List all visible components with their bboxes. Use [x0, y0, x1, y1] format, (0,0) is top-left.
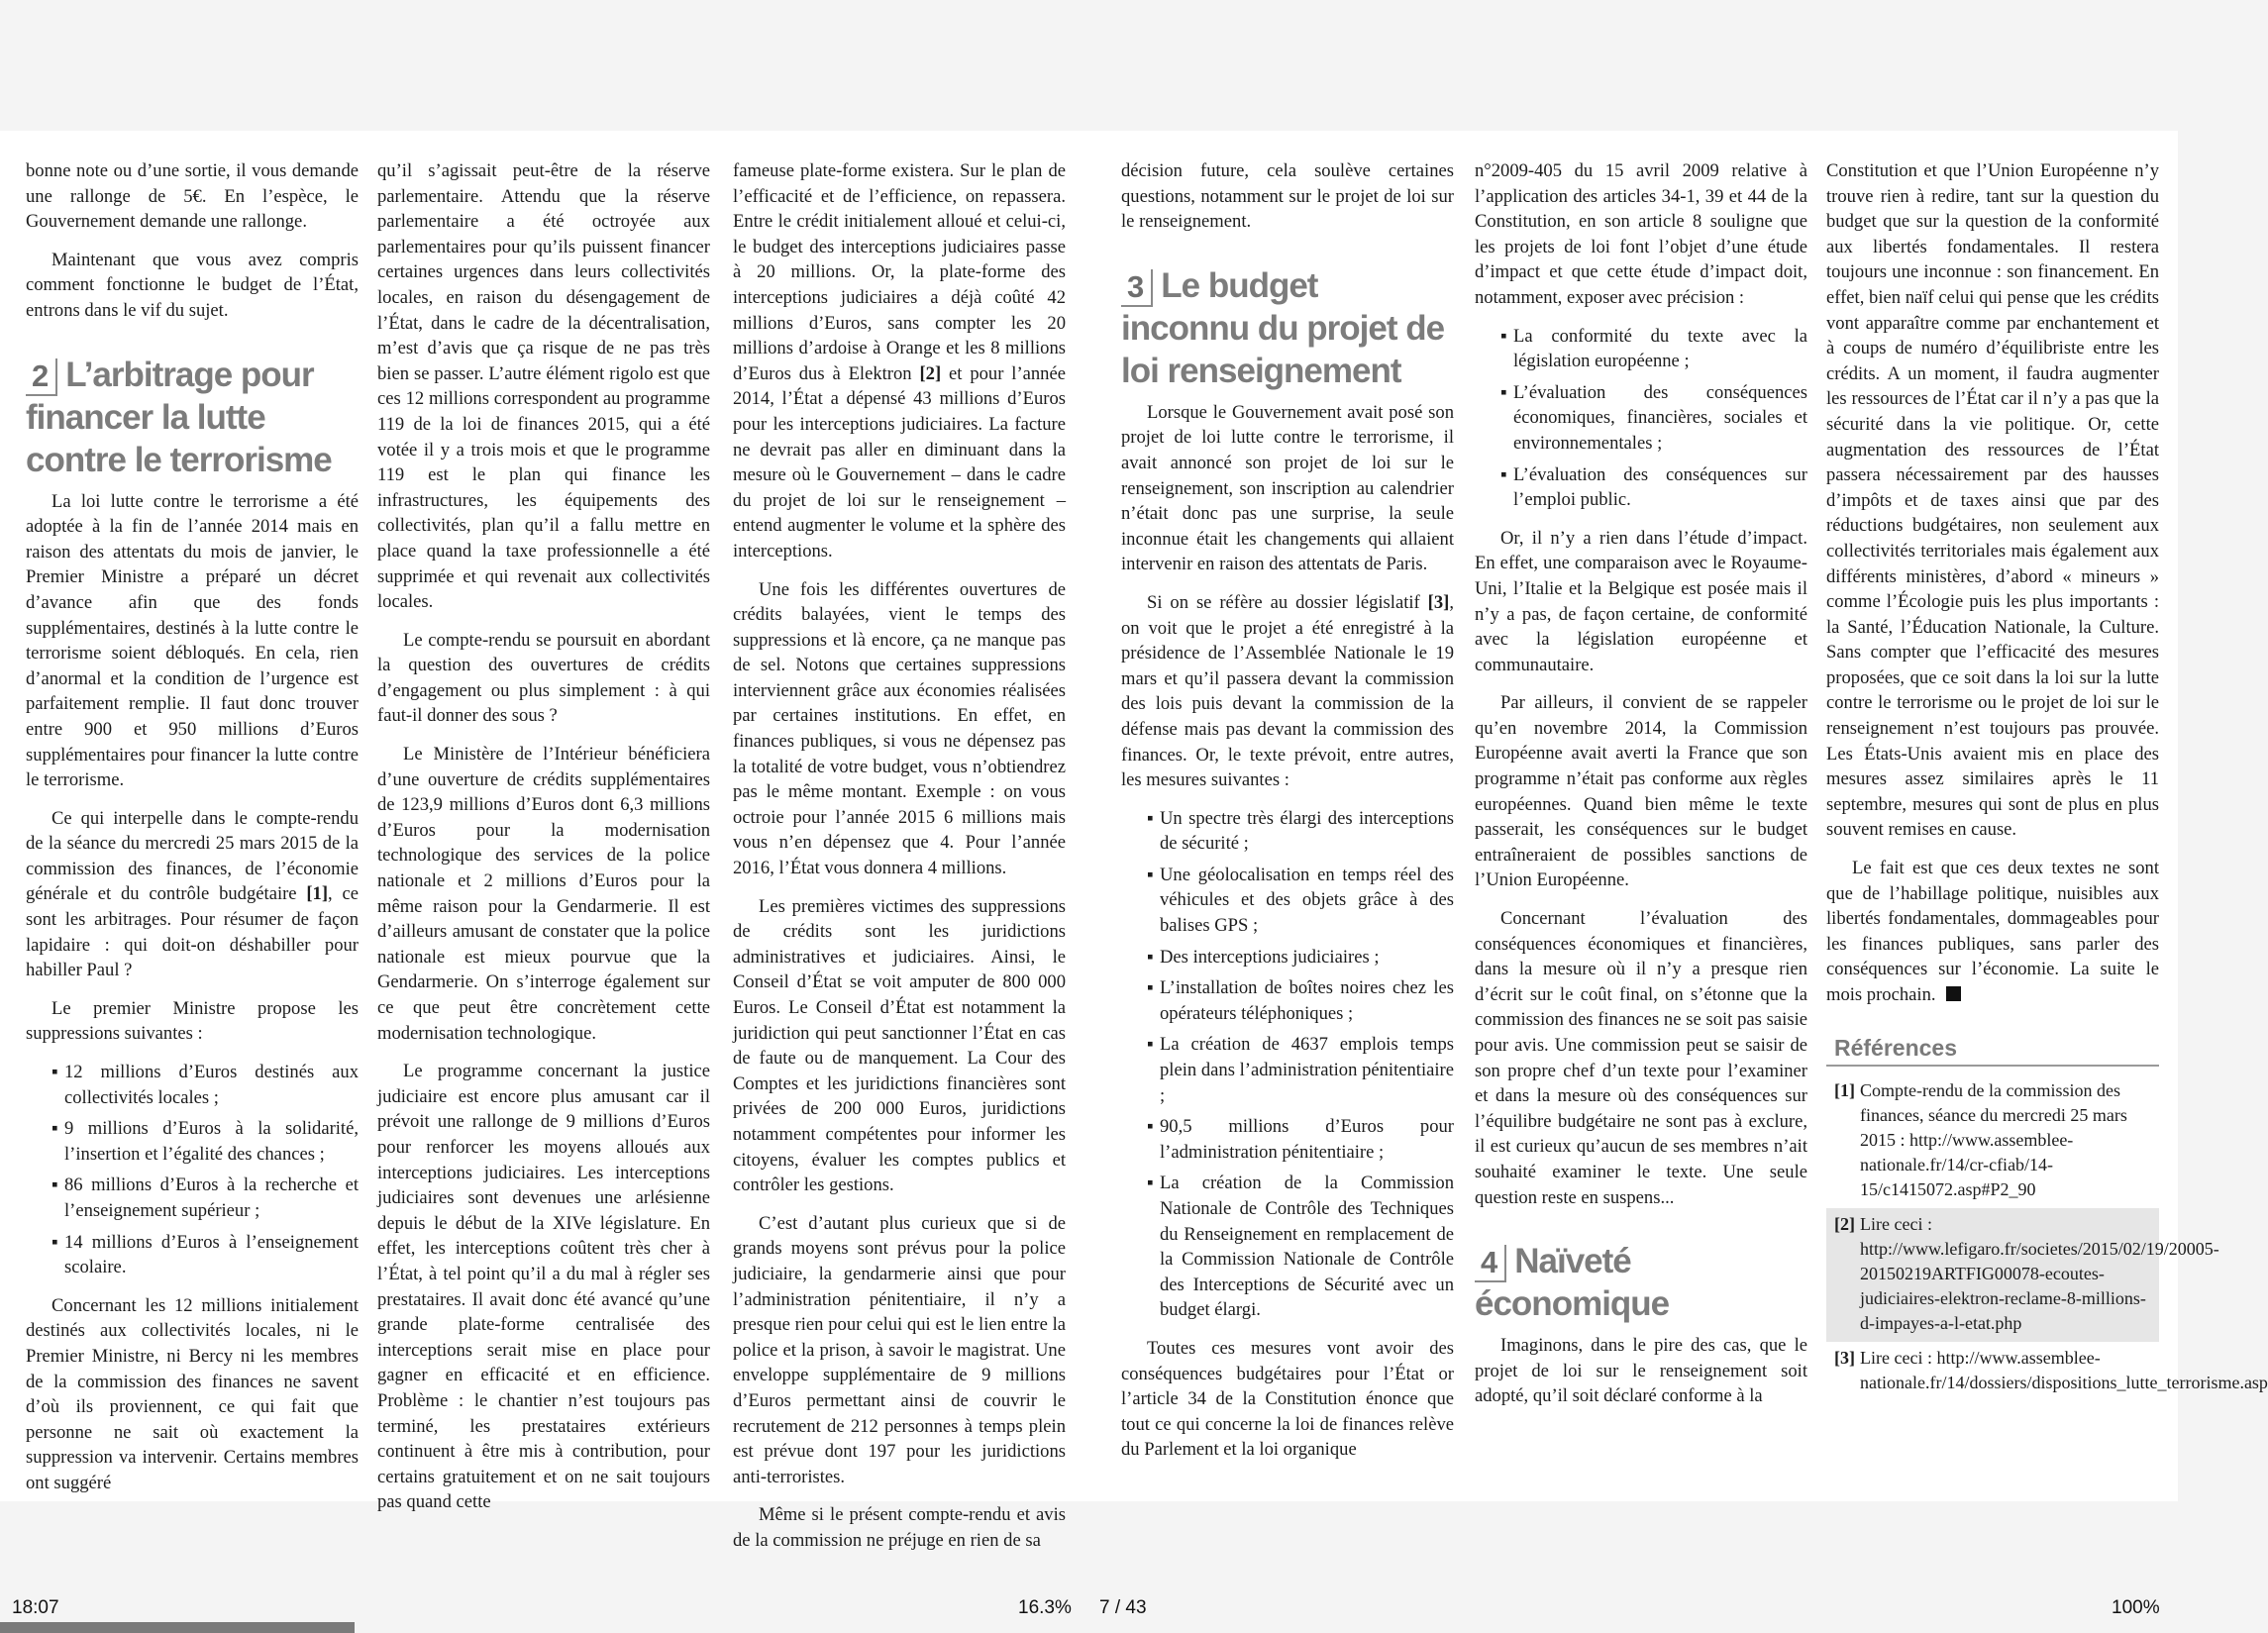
bullet-icon: ▪ [1500, 325, 1507, 347]
bullet-text: Un spectre très élargi des interceptions de sécurité ; [1160, 807, 1454, 855]
bullet-item [1147, 1032, 1454, 1108]
bullet-text: La conformité du texte avec la législation européenne ; [1513, 325, 1807, 372]
bullet-list [1121, 806, 1454, 1323]
references-list [1826, 1074, 2268, 1401]
section-title: Naïveté économique [1475, 1242, 1670, 1324]
reference-number: [2] [1834, 1214, 1855, 1235]
paragraph-text: Le fait est que ces deux textes ne sont que de l’habillage politique, nuisibles aux libertés fondamentales, dommageables pour les finances publiques, sans parler des conséquences sur l’économie. La suite le mois prochain. [1826, 858, 2159, 1005]
reading-progress-bar[interactable] [0, 1622, 2178, 1633]
bullet-item [1147, 975, 1454, 1026]
paragraph: Maintenant que vous avez compris comment fonctionne le budget de l’État, entrons dans le vif du sujet. [26, 249, 359, 321]
paragraph: bonne note ou d’une sortie, il vous demande une rallonge de 5€. En l’espèce, le Gouvernement demande une rallonge. [26, 160, 359, 233]
reference-item [1826, 1208, 2219, 1342]
clock: 18:07 [12, 1597, 59, 1618]
paragraph [26, 806, 359, 983]
paragraph-text: et pour l’année 2014, l’État a dépensé 43 millions d’Euros pour les interceptions judiciaires. La facture ne devrait pas aller en diminuant dans la mesure où le Gouvernement – dans le cadre du projet de loi sur le renseignement – entend augmenter le volume et la sphère des interceptions. [733, 362, 1066, 561]
section-title: Le budget inconnu du projet de loi renseignement [1121, 265, 1445, 390]
bullet-text: 86 millions d’Euros à la recherche et l’enseignement supérieur ; [64, 1174, 359, 1221]
reference-number: [3] [1834, 1348, 1855, 1369]
bullet-text: 14 millions d’Euros à l’enseignement scolaire. [64, 1231, 359, 1278]
paragraph: qu’il s’agissait peut-être de la réserve parlementaire. Attendu que la réserve parlementaire a été octroyée aux parlementaires pour qu’ils puissent financer certaines urgences dans leurs collectivités locales, en raison du désengagement de l’État, dans le cadre de la décentralisation, m’est d’avis que ça risque de ne pas très bien se passer. L’autre élément rigolo est que ces 12 millions correspondent au programme 119 de la loi de finances 2015, qui a été votée il y a trois mois et que le programme 119 est le plan qui finance les infrastructures, les équipements des collectivités, plan qu’il a fallu mettre en place quand la taxe professionnelle a été supprimée et qui revenait aux collectivités locales. [377, 160, 710, 613]
paragraph-text: Si on se réfère au dossier législatif [1147, 591, 1428, 613]
reading-progress-percent: 16.3% [1018, 1597, 1072, 1618]
paragraph: Or, il n’y a rien dans l’étude d’impact. En effet, une comparaison avec le Royaume-Uni, l’Italie et la Belgique est posée mais il n’y a pas, de façon certaine, de conformité avec la législation européenne et communautaire. [1475, 527, 1807, 675]
text-column-6 [1826, 158, 2268, 1401]
bullet-icon: ▪ [52, 1062, 58, 1083]
paragraph: Constitution et que l’Union Européenne n’y trouve rien à redire, tant sur la question du budget que sur la question de la conformité aux libertés fondamentales. Il restera toujours une inconnue : son financement. En effet, bien naïf celui qui pense que les crédits vont apparaître comme par enchantement et à coups de numéro d’équilibriste entre les crédits. A un moment, il faudra augmenter les ressources de l’État car il n’y a pas que la sécurité dans la vie politique. Or, cette augmentation des ressources de l’État passera nécessairement par des hausses d’impôts et de taxes ainsi que par des réductions budgétaires, non seulement aux collectivités territoriales mais également aux différents ministères, d’abord « mineurs » comme l’Écologie puis les plus importants : la Santé, l’Éducation Nationale, la Culture. Sans compter que l’efficacité des mesures proposées, que ce soit dans la loi sur la lutte contre le terrorisme ou le projet de loi sur le renseignement n’est toujours pas prouvée. Les États-Unis avaient mis en place des mesures assez similaires après le 11 septembre, mesures qui sont de plus en plus souvent remises en cause. [1826, 160, 2159, 841]
page-indicator[interactable]: 7 / 43 [1099, 1597, 1147, 1618]
section-number: 4 [1475, 1245, 1506, 1282]
bullet-text: La création de la Commission Nationale de Contrôle des Techniques du Renseignement en remplacement de la Commission Nationale de Contrôle des Interceptions de Sécurité avec un budget élargi. [1160, 1173, 1454, 1321]
text-column-4 [1121, 158, 1454, 1476]
reference-item [1826, 1342, 2268, 1401]
paragraph: décision future, cela soulève certaines questions, notamment sur le projet de loi sur le renseignement. [1121, 160, 1454, 233]
paragraph: Le Ministère de l’Intérieur bénéficiera d’une ouverture de crédits supplémentaires de 123,9 millions d’Euros dont 6,3 millions d’Euros pour la modernisation technologique des services de la police nationale et 2 millions d’Euros pour la même raison pour la Gendarmerie. Il est d’ailleurs amusant de constater que la police nationale est mieux pourvue que la Gendarmerie. On s’interroge également sur ce que peut être concrètement cette modernisation technologique. [377, 744, 710, 1044]
bullet-list [26, 1060, 359, 1280]
bullet-item [1147, 1114, 1454, 1165]
reference-item [1826, 1074, 2159, 1208]
paragraph: Concernant les 12 millions initialement destinés aux collectivités locales, ni le Premier Ministre, ni Bercy ni les membres de la commission des finances ne savent d’où ils proviennent, ce qui fait que personne ne sait où exactement la suppression va intervenir. Certains membres ont suggéré [26, 1294, 359, 1493]
bullet-text: L’installation de boîtes noires chez les opérateurs téléphoniques ; [1160, 977, 1454, 1024]
paragraph [1121, 590, 1454, 793]
bullet-icon: ▪ [1147, 977, 1154, 999]
bullet-icon: ▪ [1500, 463, 1507, 485]
references-box [1826, 1030, 2268, 1402]
end-of-article-mark [1946, 986, 1961, 1001]
document-page [0, 131, 2268, 1551]
paragraph: Imaginons, dans le pire des cas, que le projet de loi sur le renseignement soit adopté, qu’il soit déclaré conforme à la [1475, 1335, 1807, 1407]
bullet-text: 9 millions d’Euros à la solidarité, l’insertion et l’égalité des chances ; [64, 1118, 359, 1165]
reference-text[interactable]: Lire ceci : http://www.assemblee-nationale.fr/14/dossiers/dispositions_lutte_terrorisme.asp [1860, 1348, 2268, 1393]
paragraph [1826, 856, 2159, 1008]
bullet-text: Une géolocalisation en temps réel des véhicules et des objets grâce à des balises GPS ; [1160, 864, 1454, 937]
paragraph: Par ailleurs, il convient de se rappeler qu’en novembre 2014, la Commission Européenne avait averti la France que son programme n’était pas conforme aux règles européennes. Quand bien même le texte passerait, les conséquences sur le budget entraîneraient de possibles sanctions de l’Union Européenne. [1475, 692, 1807, 891]
paragraph: n°2009-405 du 15 avril 2009 relative à l’application des articles 34-1, 39 et 44 de la Constitution, en son article 8 souligne que les projets de loi font l’objet d’une étude d’impact et que cette étude d’impact doit, notamment, exposer avec précision : [1475, 160, 1807, 308]
reference-text[interactable]: Compte-rendu de la commission des finances, séance du mercredi 25 mars 2015 : http://www.assemblee-nationale.fr/14/cr-cfiab/14-15/c1415072.asp#P2_90 [1860, 1080, 2127, 1200]
paragraph: Toutes ces mesures vont avoir des conséquences budgétaires pour l’État or l’article 34 de la Constitution énonce que tout ce qui concerne la loi de finances relève du Parlement et la loi organique [1121, 1337, 1454, 1461]
bullet-text: Des interceptions judiciaires ; [1160, 946, 1380, 968]
bullet-item [1147, 1171, 1454, 1323]
bullet-icon: ▪ [1147, 864, 1154, 885]
paragraph-text: , on voit que le projet a été enregistré à la présidence de l’Assemblée Nationale le 19 mars et qu’il passera devant la commission des lois puis devant la commission de la défense mais pas devant la commission des finances. Or, le texte prévoit, entre autres, les mesures suivantes : [1121, 591, 1454, 791]
paragraph: C’est d’autant plus curieux que si de grands moyens sont prévus pour la police judiciaire, la gendarmerie ainsi que pour l’administration pénitentiaire, il n’y a presque rien pour celui qui est le lien entre la police et la prison, à savoir le magistrat. Une enveloppe supplémentaire de 9 millions d’Euros permettant ainsi de couvrir le recrutement de 212 personnes à temps plein est prévue dont 197 pour les juridictions anti-terroristes. [733, 1212, 1066, 1487]
section-heading [1475, 1240, 1807, 1325]
text-column-1 [26, 158, 359, 1509]
bullet-icon: ▪ [1147, 807, 1154, 829]
text-column-2 [377, 158, 710, 1528]
reference-link[interactable]: [3] [1427, 591, 1450, 613]
reference-number: [1] [1834, 1080, 1855, 1101]
reference-text[interactable]: Lire ceci : http://www.lefigaro.fr/societes/2015/02/19/20005-20150219ARTFIG00078-ecoutes-judiciaires-elektron-reclame-8-millions-d-impayes-a-l-etat.php [1860, 1214, 2219, 1334]
reference-link[interactable]: [2] [919, 362, 942, 384]
paragraph [733, 158, 1066, 564]
bullet-item [52, 1173, 359, 1223]
section-number: 3 [1121, 269, 1153, 307]
reference-link[interactable]: [1] [306, 883, 329, 905]
section-heading [26, 354, 359, 481]
paragraph: Les premières victimes des suppressions de crédits sont les juridictions administratives et judiciaires. Ainsi, le Conseil d’État se voit amputer de 800 000 Euros. Le Conseil d’État est notamment la juridiction qui peut sanctionner l’État en cas de faute ou de manquement. La Cour des Comptes et les juridictions financières sont privées de 200 000 Euros, juridictions notamment compétentes pour informer les citoyens, évaluer les comptes publics et contrôler les gestions. [733, 895, 1066, 1196]
paragraph: Concernant l’évaluation des conséquences économiques et financières, dans la mesure où il n’y a presque rien d’écrit sur le coût final, on s’étonne que la commission des finances ne se soit pas saisie pour avis. Une commission peut se saisir de son propre chef d’un texte pour l’examiner et dans la mesure où des conséquences sur l’équilibre budgétaire ne sont pas à exclure, il est curieux qu’aucun de ses membres n’ait souhaité examiner le texte. Une seule question reste en suspens... [1475, 908, 1807, 1208]
paragraph: Même si le présent compte-rendu et avis de la commission ne préjuge en rien de sa [733, 1504, 1066, 1551]
bullet-icon: ▪ [52, 1231, 58, 1253]
bullet-item [1147, 863, 1454, 939]
paragraph: Le programme concernant la justice judiciaire est encore plus amusant car il prévoit une rallonge de 9 millions d’Euros pour renforcer les moyens alloués aux interceptions judiciaires. Les interceptions judiciaires sont devenues une arlésienne depuis le début de la XIVe législature. En effet, les interceptions coûtent très cher à l’État, à tel point qu’il a du mal à régler ses prestataires. Il avait donc été avancé qu’une grande plate-forme centralisée des interceptions serait mise en place pour gagner en efficacité et en efficience. Problème : le chantier n’est toujours pas terminé, les prestataires extérieurs continuent à être mis à contribution, pour certains gratuitement et on ne sait toujours pas quand cette [377, 1061, 710, 1513]
bullet-item [52, 1230, 359, 1280]
bullet-icon: ▪ [52, 1174, 58, 1196]
bullet-icon: ▪ [52, 1118, 58, 1140]
bullet-text: 12 millions d’Euros destinés aux collectivités locales ; [64, 1062, 359, 1108]
bullet-icon: ▪ [1147, 1034, 1154, 1056]
text-column-3 [733, 158, 1066, 1566]
bullet-icon: ▪ [1147, 946, 1154, 968]
paragraph-text: , ce sont les arbitrages. Pour résumer de façon lapidaire : qui doit-on déshabiller pour habiller Paul ? [26, 883, 359, 981]
text-column-5 [1475, 158, 1807, 1422]
bullet-icon: ▪ [1500, 381, 1507, 403]
bullet-item [1147, 945, 1454, 970]
paragraph: Une fois les différentes ouvertures de crédits balayées, vient le temps des suppressions et là encore, ça ne manque pas de sel. Notons que certaines suppressions interviennent grâce aux économies réalisées par certaines institutions. En effet, en finances publiques, si vous ne dépensez pas la totalité de votre budget, vous n’obtiendrez pas le même montant. Exemple : on vous octroie pour l’année 2015 6 millions mais vous n’en dépensez que 4. Pour l’année 2016, l’État vous donnera 4 millions. [733, 578, 1066, 879]
bullet-icon: ▪ [1147, 1116, 1154, 1138]
bullet-item [1500, 462, 1807, 513]
bullet-list [1475, 324, 1807, 513]
bullet-item [1500, 324, 1807, 374]
bullet-item [52, 1116, 359, 1167]
bullet-text: L’évaluation des conséquences sur l’emploi public. [1513, 463, 1807, 511]
bullet-item [52, 1060, 359, 1110]
paragraph-text: fameuse plate-forme existera. Sur le plan de l’efficacité et de l’efficience, on repassera. Entre le crédit initialement alloué et celui-ci, le budget des interceptions judiciaires passe à 20 millions. Or, la plate-forme des interceptions judiciaires a déjà coûté 42 millions d’Euros, sans compter les 20 millions d’ardoise à Orange et les 8 millions d’Euros dus à Elektron [733, 160, 1066, 384]
paragraph-text: Ce qui interpelle dans le compte-rendu de la séance du mercredi 25 mars 2015 de la commission des finances, de l’économie générale et du contrôle budgétaire [26, 807, 359, 905]
section-number: 2 [26, 358, 57, 396]
section-title: L’arbitrage pour financer la lutte contre le terrorisme [26, 355, 332, 479]
bullet-text: L’évaluation des conséquences économiques, financières, sociales et environnementales ; [1513, 381, 1807, 454]
paragraph: Le premier Ministre propose les suppressions suivantes : [26, 997, 359, 1045]
references-title: Références [1826, 1030, 2159, 1068]
bullet-icon: ▪ [1147, 1173, 1154, 1194]
reading-progress-fill [0, 1622, 355, 1633]
zoom-level[interactable]: 100% [2112, 1597, 2160, 1618]
bullet-item [1147, 806, 1454, 857]
paragraph: Le compte-rendu se poursuit en abordant la question des ouvertures de crédits d’engagement ou plus simplement : à qui faut-il donner des sous ? [377, 629, 710, 727]
paragraph: Lorsque le Gouvernement avait posé son projet de loi lutte contre le terrorisme, il avait annoncé son projet de loi sur le renseignement, son inscription au calendrier n’était donc pas une surprise, la seule inconnue était les changements qui allaient intervenir en raison des attentats de Paris. [1121, 401, 1454, 575]
bullet-text: 90,5 millions d’Euros pour l’administration pénitentiaire ; [1160, 1116, 1454, 1163]
bullet-text: La création de 4637 emplois temps plein dans l’administration pénitentiaire ; [1160, 1034, 1454, 1106]
paragraph: La loi lutte contre le terrorisme a été adoptée à la fin de l’année 2014 mais en raison des attentats du mois de janvier, le Premier Ministre a préparé un décret d’avance afin que des fonds supplémentaires, destinés à la lutte contre le terrorisme soient débloqués. En cela, rien d’anormal et la condition de l’urgence est parfaitement remplie. Il faut donc trouver entre 900 et 950 millions d’Euros supplémentaires pour financer la lutte contre le terrorisme. [26, 490, 359, 791]
bullet-item [1500, 380, 1807, 457]
section-heading [1121, 264, 1454, 392]
